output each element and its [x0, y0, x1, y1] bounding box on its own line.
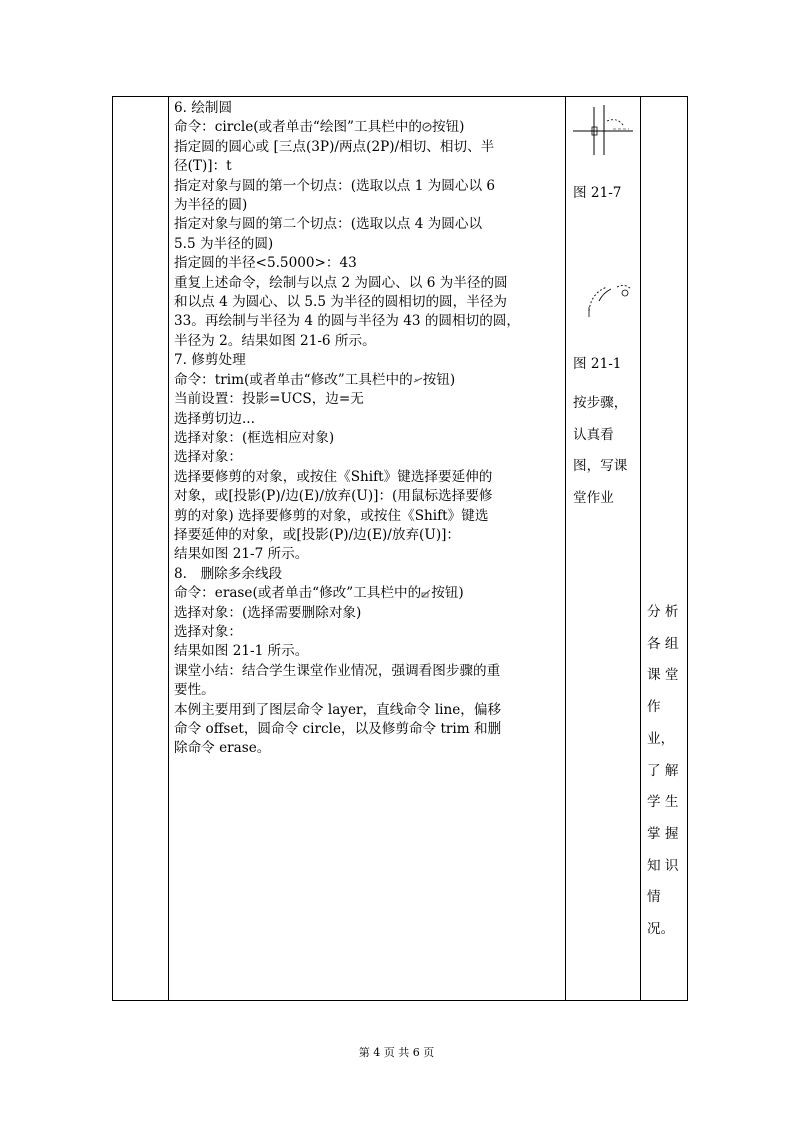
- analysis-line: 业，: [647, 730, 675, 747]
- note-line: 堂作业: [573, 489, 614, 506]
- analysis-line: 情: [647, 889, 661, 906]
- text-line: 命令：circle(或者单击“绘图”工具栏中的 按钮): [174, 119, 465, 136]
- note-line: 认真看: [573, 426, 614, 443]
- text-line: 结果如图 21-1 所示。: [174, 643, 309, 660]
- figure-21-1-drawing: [581, 277, 637, 321]
- text-line: 6. 绘制圆: [174, 100, 233, 116]
- text-line: 除命令 erase。: [174, 740, 271, 757]
- lesson-content: [174, 99, 566, 759]
- column-divider: [168, 97, 169, 1000]
- text-line: 为半径的圆): [174, 197, 248, 214]
- lesson-table: [112, 96, 688, 1001]
- text-line: 选择对象：: [174, 623, 242, 640]
- text-line: 剪的对象) 选择要修剪的对象，或按住《Shift》键选: [174, 507, 489, 524]
- text-line: 命令 offset，圆命令 circle，以及修剪命令 trim 和删: [174, 721, 502, 737]
- text-line: 5.5 为半径的圆): [174, 235, 274, 252]
- text-line: 指定圆的半径<5.5000>：43: [174, 255, 357, 272]
- text-line: 指定对象与圆的第一个切点：(选取以点 1 为圆心以 6: [174, 177, 496, 194]
- text-line: 选择对象：(选择需要删除对象): [174, 604, 362, 621]
- text-line: 命令：trim(或者单击“修改”工具栏中的 按钮): [174, 371, 456, 388]
- text-line: 指定圆的圆心或 [三点(3P)/两点(2P)/相切、相切、半: [174, 138, 495, 155]
- column-divider: [640, 97, 641, 1000]
- circle-tool-icon: [422, 119, 432, 129]
- erase-tool-icon: [421, 585, 431, 595]
- analysis-line: 作: [647, 699, 661, 716]
- figure-21-7-drawing: [573, 103, 637, 159]
- text-line: 选择要修剪的对象，或按住《Shift》键选择要延伸的: [174, 468, 493, 485]
- text-line: 7. 修剪处理: [174, 352, 246, 369]
- analysis-line: 知 识: [647, 857, 679, 874]
- text-line: 8. 删除多余线段: [174, 565, 283, 582]
- text-line: 择要延伸的对象，或[投影(P)/边(E)/放弃(U)]：: [174, 526, 461, 543]
- analysis-line: 掌 握: [647, 825, 679, 842]
- text-line: 要性。: [174, 682, 215, 699]
- analysis-line: 况。: [647, 921, 675, 938]
- trim-tool-icon: [413, 372, 423, 382]
- text-line: 半径为 2。结果如图 21-6 所示。: [174, 332, 376, 349]
- text-line: 对象，或[投影(P)/边(E)/放弃(U)]：(用鼠标选择要修: [174, 488, 493, 505]
- text-line: 选择对象：(框选相应对象): [174, 429, 335, 446]
- text-line: 重复上述命令，绘制与以点 2 为圆心、以 6 为半径的圆: [174, 274, 508, 291]
- text-line: 选择对象：: [174, 449, 242, 466]
- figure-21-7-label: 图 21-7: [573, 185, 622, 201]
- step-note: [573, 388, 633, 514]
- text-line: 本例主要用到了图层命令 layer，直线命令 line，偏移: [174, 701, 502, 718]
- text-line: 和以点 4 为圆心、以 5.5 为半径的圆相切的圆，半径为: [174, 294, 508, 311]
- page-footer: 第 4 页 共 6 页: [358, 1046, 435, 1059]
- text-line: 选择剪切边...: [174, 410, 255, 427]
- text-line: 结果如图 21-7 所示。: [174, 546, 309, 563]
- note-line: 按步骤，: [573, 395, 628, 411]
- text-line: 径(T)]：t: [174, 158, 232, 175]
- analysis-line: 课 堂: [647, 667, 679, 684]
- analysis-line: 各 组: [647, 635, 679, 652]
- analysis-column: [647, 597, 687, 946]
- analysis-line: 了 解: [647, 762, 679, 779]
- note-line: 图，写课: [573, 458, 628, 474]
- text-line: 命令：erase(或者单击“修改”工具栏中的 按钮): [174, 585, 464, 602]
- text-line: 当前设置：投影=UCS，边=无: [174, 391, 364, 408]
- analysis-line: 学 生: [647, 794, 679, 811]
- text-line: 33。再绘制与半径为 4 的圆与半径为 43 的圆相切的圆，: [174, 313, 520, 330]
- text-line: 指定对象与圆的第二个切点：(选取以点 4 为圆心以: [174, 216, 483, 233]
- figure-21-1-label: 图 21-1: [573, 356, 622, 372]
- text-line: 课堂小结：结合学生课堂作业情况，强调看图步骤的重: [174, 662, 501, 679]
- analysis-line: 分 析: [647, 604, 679, 620]
